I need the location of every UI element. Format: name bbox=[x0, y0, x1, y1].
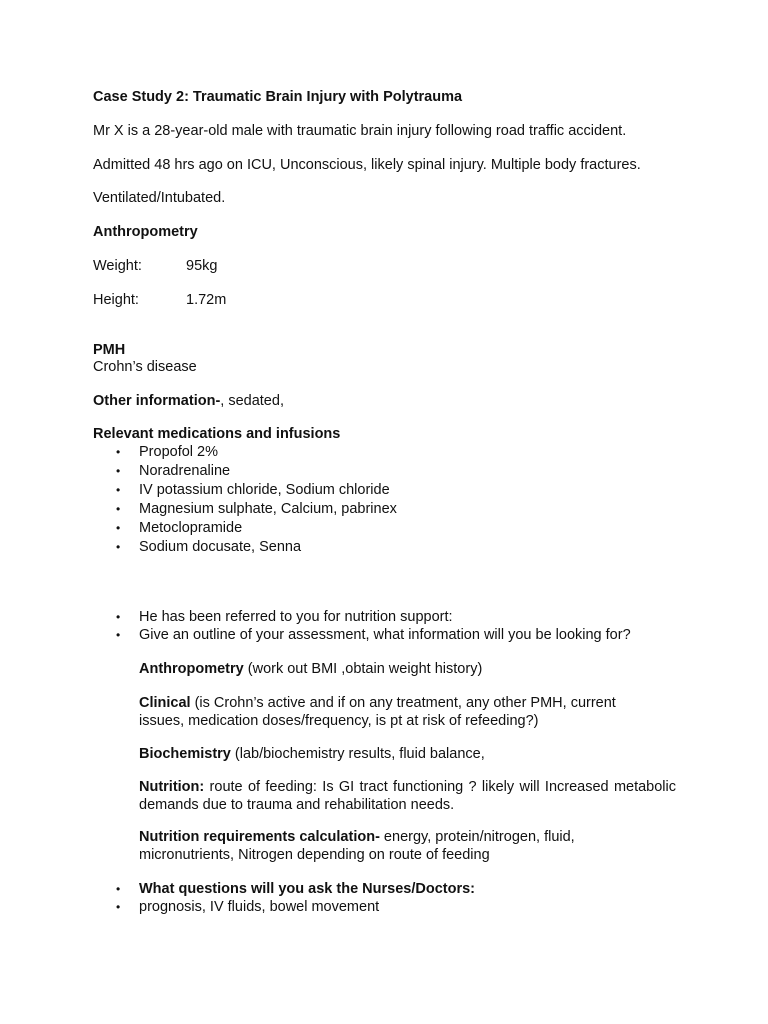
anthropometry-heading: Anthropometry bbox=[93, 224, 198, 240]
list-item: • Give an outline of your assessment, what information will you be looking for? bbox=[116, 627, 631, 643]
list-item bbox=[116, 898, 379, 916]
list-item: • Sodium docusate, Senna bbox=[116, 539, 302, 555]
list-item: • Noradrenaline bbox=[116, 463, 231, 479]
assessment-nutrition: Nutrition: route of feeding: Is GI tract functioning ? likely will Increased metabolic demands due to trauma and rehabilitation needs. bbox=[139, 779, 676, 813]
list-item: • Propofol 2% bbox=[116, 444, 218, 460]
height-value: 1.72m bbox=[186, 292, 227, 308]
bullet-icon: • bbox=[116, 628, 121, 642]
other-information-line bbox=[93, 392, 284, 410]
bullet-icon: • bbox=[116, 502, 121, 516]
assessment-biochemistry: Biochemistry (lab/biochemistry results, fluid balance, bbox=[139, 746, 485, 762]
bullet-icon: • bbox=[116, 610, 121, 624]
list-item: • Metoclopramide bbox=[116, 520, 243, 536]
list-item: • Magnesium sulphate, Calcium, pabrinex bbox=[116, 501, 397, 517]
list-item bbox=[116, 880, 475, 898]
height-label: Height: bbox=[93, 292, 139, 308]
assessment-anthropometry: Anthropometry (work out BMI ,obtain weight history) bbox=[139, 661, 483, 677]
pmh-heading: PMH bbox=[93, 342, 126, 358]
document-title: Case Study 2: Traumatic Brain Injury with Polytrauma bbox=[93, 89, 463, 105]
questions-heading: What questions will you ask the Nurses/Doctors: bbox=[139, 881, 475, 897]
other-information-value: , sedated, bbox=[220, 393, 284, 409]
bullet-icon: • bbox=[116, 464, 121, 478]
bullet-icon: • bbox=[116, 521, 121, 535]
intro-line-2: Admitted 48 hrs ago on ICU, Unconscious, likely spinal injury. Multiple body fractures. bbox=[93, 157, 641, 173]
questions-item: prognosis, IV fluids, bowel movement bbox=[139, 899, 380, 915]
assessment-requirements: Nutrition requirements calculation- energy, protein/nitrogen, fluid, micronutrients, Nitrogen depending on route of feeding bbox=[139, 829, 575, 863]
bullet-icon: • bbox=[116, 483, 121, 497]
assessment-clinical: Clinical (is Crohn’s active and if on any treatment, any other PMH, current issues, medication doses/frequency, is pt at risk of refeeding?) bbox=[139, 695, 616, 729]
bullet-icon: • bbox=[116, 882, 121, 896]
list-item: • IV potassium chloride, Sodium chloride bbox=[116, 482, 390, 498]
bullet-icon: • bbox=[116, 900, 121, 914]
list-item: • He has been referred to you for nutrition support: bbox=[116, 609, 453, 625]
bullet-icon: • bbox=[116, 540, 121, 554]
medications-heading: Relevant medications and infusions bbox=[93, 426, 341, 442]
weight-label: Weight: bbox=[93, 258, 142, 274]
intro-line-3: Ventilated/Intubated. bbox=[93, 190, 226, 206]
bullet-icon: • bbox=[116, 445, 121, 459]
intro-line-1: Mr X is a 28-year-old male with traumatic brain injury following road traffic accident. bbox=[93, 123, 627, 139]
weight-value: 95kg bbox=[186, 258, 218, 274]
pmh-value: Crohn’s disease bbox=[93, 359, 197, 375]
other-information-heading: Other information- bbox=[93, 393, 221, 409]
